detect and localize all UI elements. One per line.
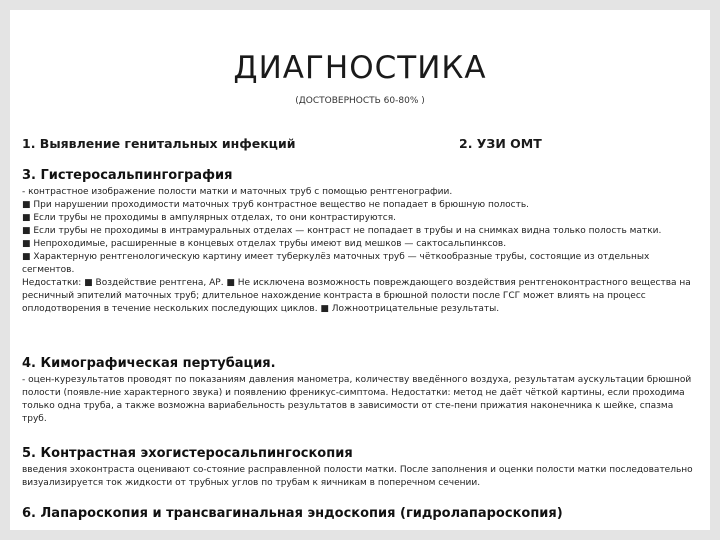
item-genital-infections: 1. Выявление генитальных инфекций bbox=[22, 136, 296, 151]
item-ultrasound: 2. УЗИ ОМТ bbox=[459, 136, 542, 151]
slide-subtitle: (ДОСТОВЕРНОСТЬ 60-80% ) bbox=[295, 96, 425, 106]
slide-title: ДИАГНОСТИКА bbox=[233, 50, 487, 86]
section-3-line: Недостатки: ■ Воздействие рентгена, АР. ■ Не исключена возможность повреждающего воздействия рентгеноконтрастного вещества на ресничный эпителий маточных труб; длительное нахождение контраста в брюшной полости после ГСГ может влиять на процесс оплодотворения в течение нескольких последующих циклов. ■ Ложноотрицательные результаты. bbox=[22, 278, 691, 314]
section-3-line: ■ Характерную рентгенологическую картину имеет туберкулёз маточных труб — чёткообразные трубы, состоящие из отдельных сегментов. bbox=[22, 252, 650, 275]
section-3-line: ■ Если трубы не проходимы в интрамуральных отделах — контраст не попадает в трубы и на снимках видна только полость матки. bbox=[22, 226, 662, 236]
section-5-body bbox=[22, 464, 696, 490]
section-3-line: ■ При нарушении проходимости маточных труб контрастное вещество не попадает в брюшную полость. bbox=[22, 200, 529, 210]
section-3-heading: 3. Гистеросальпингография bbox=[22, 168, 233, 183]
section-5-text: введения эхоконтраста оценивают со-стояние расправленной полости матки. После заполнения и оценки полости матки последовательно визуализируется ток жидкости от трубных углов по трубам к яичникам в поперечном сечении. bbox=[22, 465, 693, 488]
section-6-heading: 6. Лапароскопия и трансвагинальная эндоскопия (гидролапароскопия) bbox=[22, 506, 563, 521]
section-4-body bbox=[22, 374, 696, 426]
section-3-body bbox=[22, 186, 696, 316]
section-3-line: - контрастное изображение полости матки и маточных труб с помощью рентгенографии. bbox=[22, 187, 453, 197]
section-4-heading: 4. Кимографическая пертубация. bbox=[22, 356, 276, 371]
top-items bbox=[22, 136, 698, 151]
section-5-heading: 5. Контрастная эхогистеросальпингоскопия bbox=[22, 446, 353, 461]
section-3-line: ■ Если трубы не проходимы в ампулярных отделах, то они контрастируются. bbox=[22, 213, 396, 223]
section-3-line: ■ Непроходимые, расширенные в концевых отделах трубы имеют вид мешков — сактосальпинксов. bbox=[22, 239, 507, 249]
slide bbox=[10, 10, 710, 530]
section-4-text: - оцен-курезультатов проводят по показаниям давления манометра, количеству введённого воздуха, результатам аускультации брюшной полости (появле-ние характерного звука) и появлению френикус-симптома. Недостатки: метод не даёт чёткой картины, если проходима только одна труба, а также возможна вариабельность результатов в зависимости от сте-пени прижатия наконечника к шейке, спазма труб. bbox=[22, 375, 692, 424]
